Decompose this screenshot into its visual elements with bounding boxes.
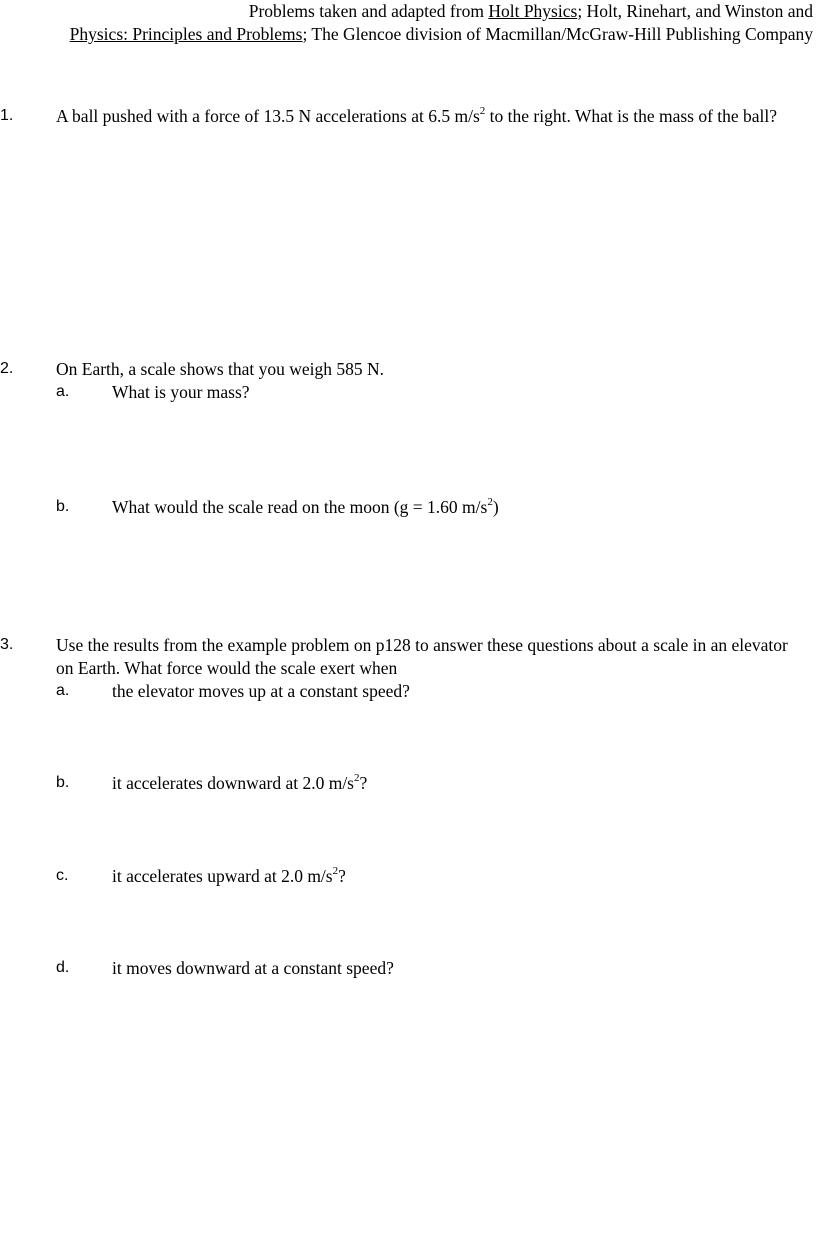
problem-3-number: 3. xyxy=(0,636,14,653)
problem-3d-label: d. xyxy=(56,959,70,976)
book-title-holt-physics: Holt Physics xyxy=(488,1,578,21)
header-line-2-suffix: ; The Glencoe division of Macmillan/McGraw-Hill Publishing Company xyxy=(302,24,813,44)
problem-2b-text xyxy=(112,496,802,519)
problem-1-text-start: A ball pushed with a force of 13.5 N accelerations at 6.5 m/s xyxy=(56,106,480,126)
problem-3c-label: c. xyxy=(56,867,69,884)
header-line-2 xyxy=(13,23,813,46)
problem-2b-label: b. xyxy=(56,498,70,515)
header-line-1 xyxy=(13,0,813,23)
problem-2b-text-end: ) xyxy=(492,497,499,517)
header-line-1-prefix: Problems taken and adapted from xyxy=(248,1,489,21)
problem-3b-label: b. xyxy=(56,774,70,791)
problem-3a-label: a. xyxy=(56,682,70,699)
problem-3b-text-end: ? xyxy=(359,773,368,793)
problem-2a-label: a. xyxy=(56,383,70,400)
problem-1-number: 1. xyxy=(0,107,14,124)
problem-2-number: 2. xyxy=(0,360,14,377)
problem-2b-superscript: 2 xyxy=(487,496,493,509)
problem-1-superscript: 2 xyxy=(479,105,486,118)
problem-3a-text: the elevator moves up at a constant speed? xyxy=(112,681,410,701)
problem-3b-text-start: it accelerates downward at 2.0 m/s xyxy=(112,773,354,793)
header-line-1-suffix: ; Holt, Rinehart, and Winston and xyxy=(577,1,813,21)
problem-2b-text-start: What would the scale read on the moon (g = 1.60 m/s xyxy=(112,497,488,517)
problem-3b-superscript: 2 xyxy=(354,772,360,785)
problem-3b-text xyxy=(112,772,802,795)
problem-3c-text-end: ? xyxy=(338,866,346,886)
problem-1-text-end: to the right. What is the mass of the ball? xyxy=(485,106,778,126)
book-title-physics-principles: Physics: Principles and Problems xyxy=(69,24,303,44)
problem-3c-text xyxy=(112,865,802,888)
problem-3-text: Use the results from the example problem on p128 to answer these questions about a scale in an elevator on Earth. What force would the scale exert when xyxy=(56,635,788,678)
problem-2a-text: What is your mass? xyxy=(112,382,250,402)
problem-1-text xyxy=(56,105,801,128)
page-header xyxy=(13,0,813,46)
problem-3c-text-start: it accelerates upward at 2.0 m/s xyxy=(112,866,333,886)
problem-2-text: On Earth, a scale shows that you weigh 585 N. xyxy=(56,359,385,379)
problem-3d-text: it moves downward at a constant speed? xyxy=(112,958,394,978)
problem-3c-superscript: 2 xyxy=(332,865,339,878)
